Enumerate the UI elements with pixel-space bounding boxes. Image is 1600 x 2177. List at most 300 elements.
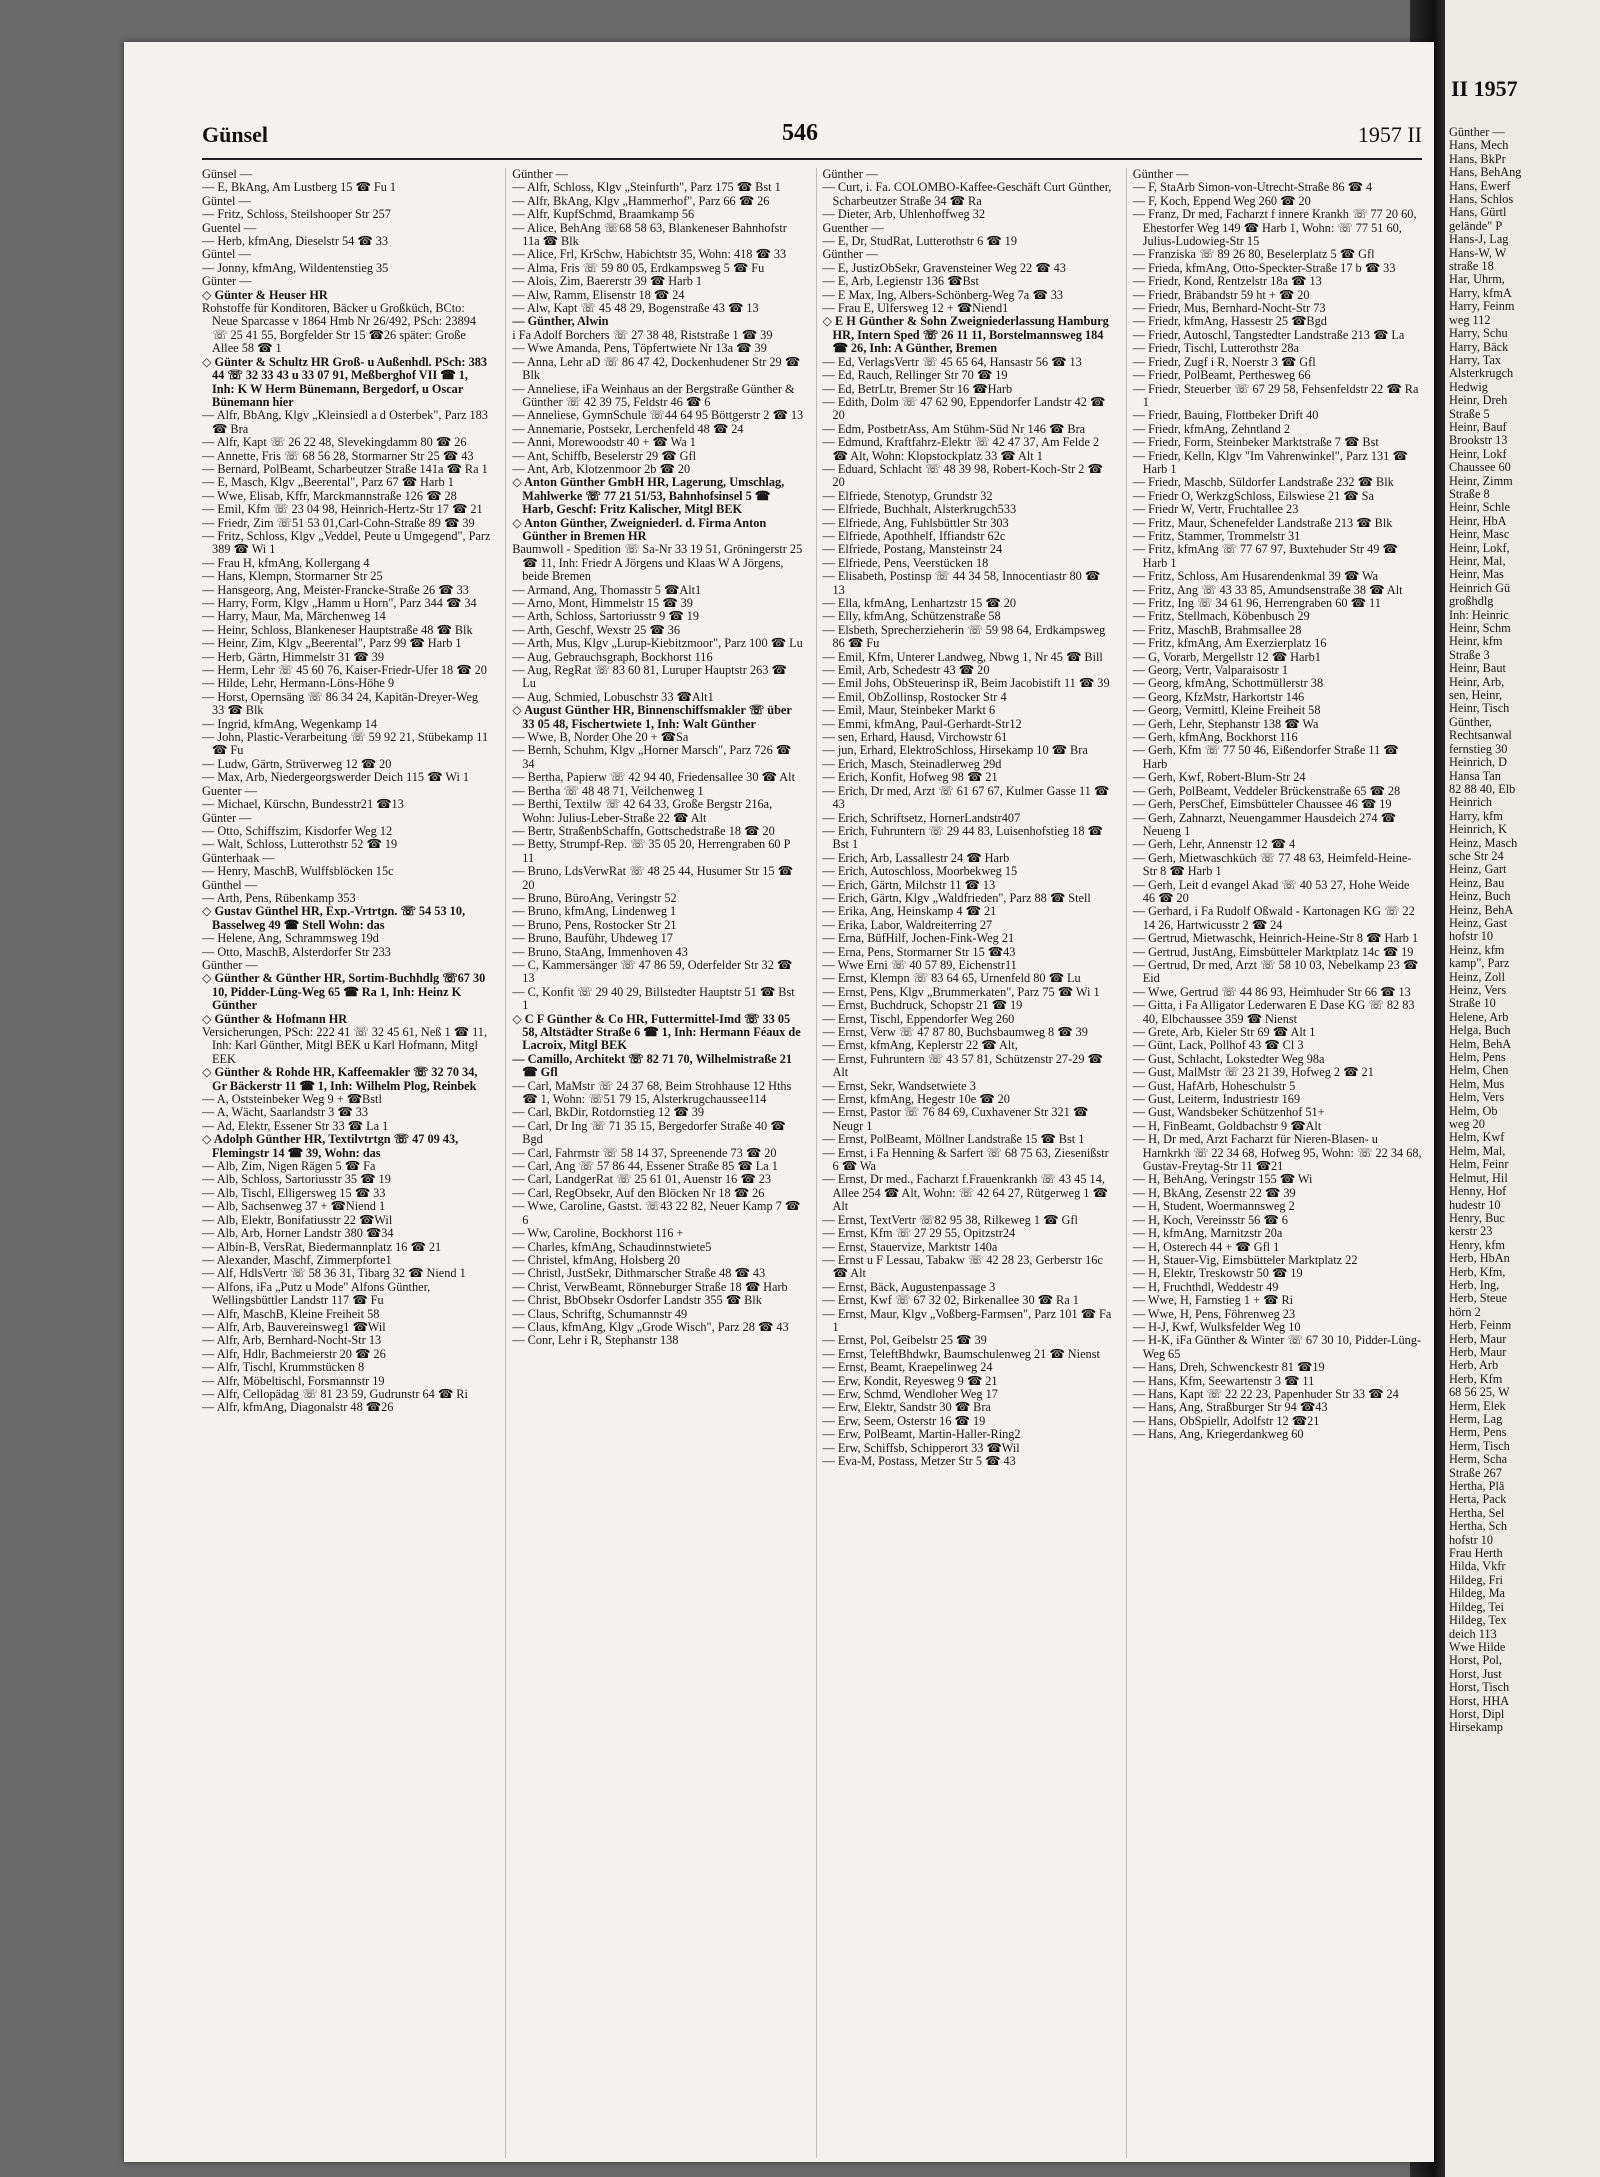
- directory-entry: — Charles, kfmAng, Schaudinnstwiete5: [512, 1239, 712, 1254]
- directory-entry: — A, Oststeinbeker Weg 9 + ☎Bstl: [202, 1092, 382, 1107]
- facing-page-line: Heinz, Masch: [1449, 835, 1518, 850]
- directory-entry: — Anneliese, GymnSchule ☏44 64 95 Böttgerstr 2 ☎ 13: [512, 408, 804, 423]
- directory-entry: — Otto, Schiffszim, Kisdorfer Weg 12: [202, 823, 393, 838]
- directory-entry: — Emmi, kfmAng, Paul-Gerhardt-Str12: [822, 716, 1022, 731]
- facing-page-line: Herb, Maur: [1449, 1344, 1507, 1359]
- directory-entry: — Hans, Kfm, Seewartenstr 3 ☎ 11: [1132, 1373, 1315, 1388]
- facing-page-line: Heinr, Zimm: [1449, 473, 1513, 488]
- directory-entry: ◇ Anton Günther GmbH HR, Lagerung, Umschlag, Mahlwerke ☏ 77 21 51/53, Bahnhofsinsel 5 ☎ Harb, Geschf: Fritz Kalischer, Mitgl BEK: [512, 475, 785, 517]
- directory-entry: — Ernst, i Fa Henning & Sarfert ☏ 68 75 63, Ziesenißstr 6 ☎ Wa: [822, 1145, 1109, 1174]
- directory-entry: — Alfr, MaschB, Kleine Freiheit 58: [202, 1306, 380, 1321]
- facing-page-line: kamp", Parz: [1449, 956, 1510, 971]
- directory-entry: Günsel —: [202, 168, 253, 181]
- directory-entry: — Ernst, Kwf ☏ 67 32 02, Birkenallee 30 ☎ Ra 1: [822, 1293, 1079, 1308]
- directory-entry: — Ernst u F Lessau, Tabakw ☏ 42 28 23, Gerberstr 16c ☎ Alt: [822, 1252, 1103, 1281]
- directory-entry: — Curt, i. Fa. COLOMBO-Kaffee-Geschäft Curt Günther, Scharbeutzer Straße 34 ☎ Ra: [822, 180, 1112, 208]
- facing-page-line: kerstr 23: [1449, 1224, 1493, 1239]
- directory-entry: — Carl, RegObsekr, Auf den Blöcken Nr 18 ☎ 26: [512, 1185, 765, 1200]
- directory-entry: — Harry, Form, Klgv „Hamm u Horn", Parz 344 ☎ 34: [202, 596, 477, 610]
- directory-entry: — Erna, BüfHilf, Jochen-Fink-Weg 21: [822, 931, 1015, 946]
- facing-page-line: Heinz, BehA: [1449, 902, 1514, 917]
- facing-page-line: Heinr, Schm: [1449, 621, 1511, 636]
- directory-entry: — Hans, Dreh, Schwenckestr 81 ☎19: [1132, 1360, 1325, 1375]
- directory-entry: ◇ Gustav Günthel HR, Exp.-Vrtrtgn. ☏ 54 53 10, Basselweg 49 ☎ Stell Wohn: das: [202, 904, 466, 932]
- directory-entry: — Erich, Gärtn, Klgv „Waldfrieden", Parz 88 ☎ Stell: [822, 890, 1091, 905]
- directory-entry: — Ernst, Klempn ☏ 83 64 65, Urnenfeld 80 ☎ Lu: [822, 971, 1081, 986]
- directory-entry: Günther —: [202, 957, 258, 972]
- directory-entry: — Berthi, Textilw ☏ 42 64 33, Große Bergstr 216a, Wohn: Julius-Leber-Straße 22 ☎ Alt: [512, 797, 773, 825]
- directory-entry: — Eva-M, Postass, Metzer Str 5 ☎ 43: [822, 1454, 1016, 1468]
- facing-page-line: Frau Herth: [1449, 1546, 1503, 1561]
- directory-entry: — Jonny, kfmAng, Wildentenstieg 35: [202, 260, 389, 275]
- directory-entry: — Bruno, LdsVerwRat ☏ 48 25 44, Husumer Str 15 ☎ 20: [512, 864, 793, 892]
- facing-page-line: Horst, Tisch: [1449, 1680, 1510, 1695]
- directory-entry: — Carl, Fahrmstr ☏ 58 14 37, Spreenende 73 ☎ 20: [512, 1145, 777, 1160]
- directory-entry: — Wwe, Elisab, Kffr, Marckmannstraße 126 ☎ 28: [202, 488, 457, 503]
- directory-entry: — Hans, ObSpiellr, Adolfstr 12 ☎21: [1132, 1413, 1320, 1428]
- directory-entry: Guentel —: [202, 220, 257, 235]
- directory-entry: — Elfriede, Buchhalt, Alsterkrugch533: [822, 502, 1017, 517]
- directory-entry: — Alfr, Cellopädag ☏ 81 23 59, Gudrunstr 64 ☎ Ri: [202, 1386, 468, 1401]
- directory-entry: — Fritz, Schloss, Steilshooper Str 257: [202, 207, 391, 222]
- directory-entry: — Georg, kfmAng, Schottmüllerstr 38: [1132, 676, 1324, 691]
- directory-entry: i Fa Adolf Borchers ☏ 27 38 48, Riststraße 1 ☎ 39: [512, 327, 773, 342]
- facing-page-line: hofstr 10: [1449, 929, 1494, 944]
- directory-entry: — Edm, PostbetrAss, Am Stühm-Süd Nr 146 ☎ Bra: [822, 421, 1086, 436]
- directory-entry: — Ernst, Tischl, Eppendorfer Weg 260: [822, 1011, 1015, 1026]
- facing-page-line: Heinr, Baut: [1449, 661, 1506, 676]
- facing-page-line: Helm, Mus: [1449, 1076, 1505, 1091]
- directory-entry: — Erich, Arb, Lassallestr 24 ☎ Harb: [822, 850, 1010, 865]
- facing-page-line: Günther —: [1449, 125, 1505, 139]
- directory-entry: — E, Masch, Klgv „Beerental", Parz 67 ☎ Harb 1: [202, 475, 454, 490]
- directory-entry: — H, Osterech 44 + ☎ Gfl 1: [1132, 1239, 1280, 1254]
- directory-entry: — Gerh, Leit d evangel Akad ☏ 40 53 27, Hohe Weide 46 ☎ 20: [1132, 877, 1410, 905]
- facing-page-line: Heinr, Masc: [1449, 527, 1510, 542]
- directory-entry: — Friedr, Maschb, Süldorfer Landstraße 232 ☎ Blk: [1132, 475, 1394, 490]
- facing-page-column: [1449, 126, 1600, 1735]
- directory-entry: ◇ E H Günther & Sohn Zweigniederlassung Hamburg HR, Intern Sped ☏ 26 11 11, Borstelmannsweg 184 ☎ 26, Inh: A Günther, Bremen: [822, 314, 1109, 356]
- facing-page-line: Alsterkrugch: [1449, 366, 1514, 381]
- facing-page-line: hudestr 10: [1449, 1197, 1501, 1212]
- directory-entry: — Alfr, Arb, Bauvereinsweg1 ☎Wil: [202, 1319, 386, 1334]
- facing-page-line: Heinz, kfm: [1449, 942, 1505, 957]
- directory-entry: ◇ Günter & Schultz HR Groß- u Außenhdl. PSch: 383 44 ☏ 32 33 43 u 33 07 91, Meßberghof VII ☎ 1, Inh: K W Herm Bünemann, Bergedorf, u Oscar Bünemann hier: [202, 354, 488, 409]
- directory-entry: — Gust, Schlacht, Lokstedter Weg 98a: [1132, 1051, 1325, 1066]
- directory-entry: ◇ Anton Günther, Zweigniederl. d. Firma Anton Günther in Bremen HR: [512, 515, 767, 543]
- directory-entry: — Emil, Kfm, Unterer Landweg, Nbwg 1, Nr 45 ☎ Bill: [822, 649, 1103, 664]
- facing-page-line: Heinz, Buch: [1449, 889, 1511, 904]
- directory-entry: — Friedr W, Vertr, Fruchtallee 23: [1132, 502, 1299, 517]
- directory-entry: — Elisabeth, Postinsp ☏ 44 34 58, Innocentiastr 80 ☎ 13: [822, 569, 1101, 597]
- directory-entry: — Ernst, Maur, Klgv „Voßberg-Farmsen", Parz 101 ☎ Fa 1: [822, 1306, 1112, 1334]
- directory-entry: — Gertrud, JustAng, Eimsbütteler Marktplatz 14c ☎ 19: [1132, 944, 1414, 959]
- directory-entry: — Elsbeth, Sprecherzieherin ☏ 59 98 64, Erdkampsweg 86 ☎ Fu: [822, 622, 1106, 651]
- directory-entry: — Ernst, PolBeamt, Möllner Landstraße 15 ☎ Bst 1: [822, 1132, 1085, 1147]
- directory-columns: [202, 168, 1424, 2158]
- directory-entry: — Alois, Zim, Baererstr 39 ☎ Harb 1: [512, 274, 703, 289]
- directory-entry: — Friedr, Form, Steinbeker Marktstraße 7 ☎ Bst: [1132, 435, 1379, 450]
- directory-entry: — Eduard, Schlacht ☏ 48 39 98, Robert-Koch-Str 2 ☎ 20: [822, 461, 1103, 490]
- directory-entry: — H, kfmAng, Marnitzstr 20a: [1132, 1226, 1283, 1241]
- facing-page-line: Helm, Ob: [1449, 1103, 1498, 1118]
- facing-page-line: Hansa Tan: [1449, 768, 1501, 783]
- directory-entry: — Friedr, Autoschl, Tangstedter Landstraße 213 ☎ La: [1132, 327, 1405, 342]
- facing-page-line: Helm, Kwf: [1449, 1130, 1505, 1145]
- directory-entry: — Friedr, kfmAng, Zehntland 2: [1132, 421, 1291, 436]
- directory-entry: — Alice, Frl, KrSchw, Habichtstr 35, Wohn: 418 ☎ 33: [512, 247, 787, 262]
- facing-page-line: Henry, Buc: [1449, 1210, 1505, 1225]
- directory-entry: — Gerh, Mietwaschküch ☏ 77 48 63, Heimfeld-Heine-Str 8 ☎ Harb 1: [1132, 850, 1412, 879]
- facing-page-line: Inh: Heinric: [1449, 607, 1509, 622]
- directory-entry: — Gerh, Lehr, Stephanstr 138 ☎ Wa: [1132, 716, 1319, 731]
- directory-entry: — Otto, MaschB, Alsterdorfer Str 233: [202, 944, 391, 959]
- directory-entry: ◇ C F Günther & Co HR, Futtermittel-Imd ☏ 33 05 58, Altstädter Straße 6 ☎ 1, Inh: Hermann Féaux de Lacroix, Mitgl BEK: [512, 1011, 801, 1053]
- directory-entry: — G, Vorarb, Mergellstr 12 ☎ Harb1: [1132, 649, 1321, 664]
- directory-entry: — John, Plastic-Verarbeitung ☏ 59 92 21, Stübekamp 11 ☎ Fu: [202, 730, 489, 758]
- directory-entry: — Herb, Gärtn, Himmelstr 31 ☎ 39: [202, 649, 384, 664]
- directory-entry: — Friedr, Mus, Bernhard-Nocht-Str 73: [1132, 301, 1326, 316]
- directory-entry: — Frau E, Ulfersweg 12 + ☎Niend1: [822, 301, 1009, 316]
- directory-entry: — Friedr, Bauing, Flottbeker Drift 40: [1132, 408, 1319, 423]
- directory-entry: — Alexander, Maschf, Zimmerpforte1: [202, 1252, 392, 1267]
- directory-entry: — Alw, Ramm, Elisenstr 18 ☎ 24: [512, 287, 685, 302]
- directory-entry: — Alfr, Hdlr, Bachmeierstr 20 ☎ 26: [202, 1346, 386, 1361]
- facing-page-line: Horst, HHA: [1449, 1693, 1510, 1708]
- facing-page: [1445, 0, 1600, 2177]
- facing-page-line: gelände" P: [1449, 218, 1503, 233]
- facing-page-line: Heinz, Zoll: [1449, 969, 1506, 984]
- facing-page-line: Straße 5: [1449, 406, 1490, 421]
- directory-entry: — Alfr, Möbeltischl, Forsmannstr 19: [202, 1373, 385, 1388]
- facing-page-line: Herm, Pens: [1449, 1425, 1507, 1440]
- directory-entry: — Ernst, TeleftBhdwkr, Baumschulenweg 21 ☎ Nienst: [822, 1346, 1100, 1361]
- directory-entry: — Gust, MalMstr ☏ 23 21 39, Hofweg 2 ☎ 21: [1132, 1065, 1374, 1080]
- facing-page-line: Heinr, HbA: [1449, 513, 1507, 528]
- facing-page-line: Heinr, Dreh: [1449, 393, 1508, 408]
- directory-entry: — Elfriede, Ang, Fuhlsbüttler Str 303: [822, 515, 1009, 530]
- directory-entry: Günther —: [512, 168, 568, 181]
- directory-entry: — Fritz, Schloss, Am Husarendenkmal 39 ☎ Wa: [1132, 569, 1379, 584]
- directory-entry: — Erika, Labor, Waldreiterring 27: [822, 917, 993, 932]
- directory-entry: — Hilde, Lehr, Hermann-Löns-Höhe 9: [202, 676, 395, 691]
- facing-page-line: Herb, Ing,: [1449, 1277, 1500, 1292]
- directory-column-2: [505, 168, 803, 2158]
- facing-page-line: Brookstr 13: [1449, 433, 1508, 448]
- facing-page-line: Harry, Tax: [1449, 352, 1502, 367]
- directory-entry: ◇ Günter & Heuser HR: [202, 287, 328, 302]
- directory-entry: — H, BkAng, Zesenstr 22 ☎ 39: [1132, 1185, 1296, 1200]
- directory-entry: — Alfons, iFa „Putz u Mode" Alfons Günther, Wellingsbüttler Landstr 117 ☎ Fu: [202, 1279, 431, 1308]
- facing-page-line: Heinz, Vers: [1449, 983, 1507, 997]
- directory-entry: — Gerh, Kwf, Robert-Blum-Str 24: [1132, 770, 1306, 785]
- directory-entry: — Erich, Autoschloss, Moorbekweg 15: [822, 864, 1018, 879]
- directory-entry: — Alfr, BbAng, Klgv „Kleinsiedl a d Osterbek", Parz 183 ☎ Bra: [202, 408, 488, 436]
- directory-entry: — Aug, RegRat ☏ 83 60 81, Luruper Hauptstr 263 ☎ Lu: [512, 663, 787, 691]
- directory-entry: — Annette, Fris ☏ 68 56 28, Stormarner Str 25 ☎ 43: [202, 448, 474, 463]
- directory-entry: — Bruno, kfmAng, Lindenweg 1: [512, 904, 677, 919]
- facing-page-line: Straße 3: [1449, 647, 1490, 662]
- directory-entry: — Erika, Ang, Heinskamp 4 ☎ 21: [822, 904, 997, 919]
- directory-entry: — Arth, Mus, Klgv „Lurup-Kiebitzmoor", Parz 100 ☎ Lu: [512, 636, 803, 651]
- page-number: 546: [782, 120, 818, 146]
- directory-entry: — Frieda, kfmAng, Otto-Speckter-Straße 17 b ☎ 33: [1132, 260, 1396, 275]
- directory-entry: — Gertrud, Mietwaschk, Heinrich-Heine-Str 8 ☎ Harb 1: [1132, 931, 1419, 946]
- directory-entry: — Erich, Fuhruntern ☏ 29 44 83, Luisenhofstieg 18 ☎ Bst 1: [822, 823, 1103, 852]
- directory-entry: — Alfr, Arb, Bernhard-Nocht-Str 13: [202, 1333, 382, 1348]
- directory-entry: — Bertha, Papierw ☏ 42 94 40, Friedensallee 30 ☎ Alt: [512, 770, 795, 785]
- facing-page-line: deich 113: [1449, 1626, 1497, 1641]
- directory-entry: — Fritz, MaschB, Brahmsallee 28: [1132, 622, 1302, 637]
- facing-page-line: Harry, Feinm: [1449, 299, 1515, 314]
- directory-entry: — Carl, Ang ☏ 57 86 44, Essener Straße 85 ☎ La 1: [512, 1159, 778, 1174]
- directory-entry: — Erna, Pens, Stormarner Str 15 ☎43: [822, 944, 1016, 959]
- directory-entry: — Max, Arb, Niedergeorgswerder Deich 115 ☎ Wi 1: [202, 770, 470, 785]
- facing-page-line: Günther,: [1449, 714, 1492, 729]
- directory-entry: — Erw, Elektr, Sandstr 30 ☎ Bra: [822, 1400, 991, 1415]
- directory-entry: — E, Arb, Legienstr 136 ☎Bst: [822, 274, 979, 289]
- directory-entry: — C, Konfit ☏ 29 40 29, Billstedter Hauptstr 51 ☎ Bst 1: [512, 984, 795, 1013]
- directory-entry: — Harry, Maur, Ma, Märchenweg 14: [202, 609, 386, 624]
- facing-page-line: Herb, Kfm,: [1449, 1264, 1506, 1279]
- facing-page-line: Helm, Feinr: [1449, 1157, 1509, 1172]
- facing-page-line: Hans, BehAng: [1449, 165, 1522, 180]
- directory-entry: ◇ Günther & Hofmann HR: [202, 1011, 348, 1026]
- facing-page-line: sche Str 24: [1449, 848, 1504, 863]
- directory-entry: — Gerh, PersChef, Eimsbütteler Chaussee 46 ☎ 19: [1132, 797, 1392, 812]
- directory-entry: — Bertha ☏ 48 48 71, Veilchenweg 1: [512, 783, 704, 798]
- facing-page-line: 68 56 25, W: [1449, 1385, 1510, 1400]
- directory-entry: — Alb, Elektr, Bonifatiusstr 22 ☎Wil: [202, 1212, 393, 1227]
- facing-page-line: Herm, Elek: [1449, 1398, 1506, 1413]
- directory-entry: — Friedr, Steuerber ☏ 67 29 58, Fehsenfeldstr 22 ☎ Ra 1: [1132, 381, 1419, 409]
- directory-entry: — Alb, Arb, Horner Landstr 380 ☎34: [202, 1226, 394, 1241]
- facing-page-line: Heinr, Tisch: [1449, 701, 1510, 716]
- directory-entry: — Ww, Caroline, Bockhorst 116 +: [512, 1226, 684, 1241]
- directory-entry: — Ed, Rauch, Rellinger Str 70 ☎ 19: [822, 368, 1008, 383]
- facing-page-line: straße 18: [1449, 259, 1494, 274]
- directory-entry: — Ernst, kfmAng, Hegestr 10e ☎ 20: [822, 1092, 1010, 1107]
- directory-column-4: [1126, 168, 1424, 2158]
- directory-entry: — E, Dr, StudRat, Lutterothstr 6 ☎ 19: [822, 234, 1017, 249]
- directory-entry: — Arth, Geschf, Wexstr 25 ☎ 36: [512, 622, 681, 637]
- facing-page-line: Herm, Tisch: [1449, 1438, 1510, 1453]
- directory-entry: — Ernst, Pens, Klgv „Brummerkaten", Parz 75 ☎ Wi 1: [822, 984, 1100, 999]
- directory-entry: — Heinr, Schloss, Blankeneser Hauptstraße 48 ☎ Blk: [202, 622, 473, 637]
- directory-entry: — Fritz, kfmAng, Am Exerzierplatz 16: [1132, 636, 1327, 651]
- directory-entry: — Günther, Alwin: [512, 314, 609, 329]
- directory-entry: — F, StaArb Simon-von-Utrecht-Straße 86 ☎ 4: [1132, 180, 1373, 195]
- directory-entry: — Ed, VerlagsVertr ☏ 45 65 64, Hansastr 56 ☎ 13: [822, 354, 1082, 369]
- directory-entry: — Anni, Morewoodstr 40 + ☎ Wa 1: [512, 435, 696, 450]
- directory-page: [124, 42, 1434, 2162]
- directory-entry: — Erw, Schiffsb, Schipperort 33 ☎Wil: [822, 1440, 1020, 1455]
- directory-entry: — Gertrud, Dr med, Arzt ☏ 58 10 03, Nebelkamp 23 ☎ Eid: [1132, 957, 1419, 986]
- directory-entry: — Michael, Kürschn, Bundesstr21 ☎13: [202, 797, 404, 812]
- page-header: [202, 118, 1422, 160]
- directory-entry: — Georg, Vermittl, Kleine Freiheit 58: [1132, 703, 1321, 718]
- facing-page-line: Straße 267: [1449, 1465, 1502, 1480]
- directory-entry: — jun, Erhard, ElektroSchloss, Hirsekamp 10 ☎ Bra: [822, 743, 1088, 758]
- directory-entry: — Wwe, Gertrud ☏ 44 86 93, Heimhuder Str 66 ☎ 13: [1132, 984, 1411, 999]
- facing-page-line: Herm, Scha: [1449, 1452, 1508, 1467]
- directory-entry: — Alb, Tischl, Elligersweg 15 ☎ 33: [202, 1185, 386, 1200]
- directory-entry: — Ludw, Gärtn, Strüverweg 12 ☎ 20: [202, 756, 392, 771]
- facing-page-line: Heinr, Mas: [1449, 567, 1504, 582]
- directory-entry: ◇ Günther & Günther HR, Sortim-Buchhdlg ☏67 30 10, Pidder-Lüng-Weg 65 ☎ Ra 1, Inh: Heinz K Günther: [202, 971, 486, 1013]
- facing-page-line: Helene, Arb: [1449, 1009, 1509, 1024]
- facing-page-line: Heinz, Bau: [1449, 875, 1505, 890]
- directory-entry: — Edith, Dolm ☏ 47 62 90, Eppendorfer Landstr 42 ☎ 20: [822, 394, 1106, 423]
- directory-entry: — Friedr O, WerkzgSchloss, Eilswiese 21 ☎ Sa: [1132, 488, 1374, 503]
- directory-entry: — Friedr, kfmAng, Hassestr 25 ☎Bgd: [1132, 314, 1327, 329]
- directory-entry: Günther —: [822, 247, 879, 262]
- facing-page-line: Herb, Arb: [1449, 1358, 1499, 1373]
- directory-entry: — Fritz, Ang ☏ 43 33 85, Amundsenstraße 38 ☎ Alt: [1132, 582, 1403, 597]
- directory-entry: — Fritz, Stellmach, Köbenbusch 29: [1132, 609, 1310, 624]
- facing-page-line: Harry, kfmA: [1449, 285, 1512, 300]
- directory-entry: — Wwe, Caroline, Gastst. ☏43 22 82, Neuer Kamp 7 ☎ 6: [512, 1199, 801, 1227]
- directory-entry: — Ingrid, kfmAng, Wegenkamp 14: [202, 716, 378, 731]
- facing-page-line: Heinz, Gart: [1449, 862, 1507, 877]
- directory-entry: — Bertr, StraßenbSchaffn, Gottschedstraße 18 ☎ 20: [512, 823, 775, 838]
- directory-entry: Baumwoll - Spedition ☏ Sa-Nr 33 19 51, Gröningerstr 25 ☎ 11, Inh: Friedr A Jörgens und Klaas W A Jörgens, beide Bremen: [512, 542, 803, 584]
- directory-entry: — Horst, Opernsäng ☏ 86 34 24, Kapitän-Dreyer-Weg 33 ☎ Blk: [202, 689, 479, 718]
- facing-page-line: Hirsekamp: [1449, 1720, 1503, 1735]
- facing-page-line: Hildeg, Tex: [1449, 1613, 1507, 1628]
- directory-entry: — Ant, Arb, Klotzenmoor 2b ☎ 20: [512, 461, 691, 476]
- directory-entry: — Camillo, Architekt ☏ 82 71 70, Wilhelmistraße 21 ☎ Gfl: [512, 1051, 793, 1080]
- directory-entry: — Elfriede, Apothhelf, Iffiandstr 62c: [822, 528, 1006, 543]
- header-year: 1957 II: [1357, 122, 1422, 147]
- directory-entry: — Wwe Erni ☏ 40 57 89, Eichenstr11: [822, 957, 1017, 972]
- facing-page-line: Heinrich, D: [1449, 755, 1508, 770]
- directory-entry: — Bruno, Bauführ, Uhdeweg 17: [512, 931, 673, 946]
- facing-page-line: Herb, Feinm: [1449, 1318, 1512, 1333]
- directory-entry: — Friedr, Kelln, Klgv "Im Vahrenwinkel", Parz 131 ☎ Harb 1: [1132, 448, 1408, 476]
- facing-page-header: II 1957: [1451, 76, 1518, 101]
- directory-entry: — Georg, Vertr, Valparaisostr 1: [1132, 663, 1288, 678]
- facing-page-line: Straße 10: [1449, 996, 1496, 1011]
- directory-entry: — Claus, kfmAng, Klgv „Grode Wisch", Parz 28 ☎ 43: [512, 1319, 789, 1334]
- directory-entry: — Carl, BkDir, Rotdornstieg 12 ☎ 39: [512, 1105, 705, 1120]
- directory-entry: — Herb, kfmAng, Dieselstr 54 ☎ 33: [202, 234, 389, 249]
- directory-entry: — Ernst, kfmAng, Keplerstr 22 ☎ Alt,: [822, 1038, 1018, 1053]
- facing-page-line: Henny, Hof: [1449, 1184, 1507, 1199]
- directory-entry: — Elfriede, Stenotyp, Grundstr 32: [822, 488, 993, 503]
- directory-entry: — Betty, Strumpf-Rep. ☏ 35 05 20, Herrengraben 60 P 11: [512, 837, 791, 865]
- facing-page-line: Helm, Mal,: [1449, 1143, 1506, 1158]
- directory-entry: — Fritz, kfmAng ☏ 77 67 97, Buxtehuder Str 49 ☎ Harb 1: [1132, 542, 1398, 570]
- directory-entry: — Bruno, BüroAng, Veringstr 52: [512, 890, 677, 905]
- directory-entry: — Alf, HdlsVertr ☏ 58 36 31, Tibarg 32 ☎ Niend 1: [202, 1266, 466, 1281]
- directory-entry: — Ernst, Pol, Geibelstr 25 ☎ 39: [822, 1333, 987, 1348]
- facing-page-line: Herb, HbAn: [1449, 1251, 1510, 1266]
- directory-entry: — sen, Erhard, Hausd, Virchowstr 61: [822, 730, 1008, 745]
- header-keyword: Günsel: [202, 122, 269, 147]
- directory-entry: — Albin-B, VersRat, Biedermannplatz 16 ☎ 21: [202, 1239, 442, 1254]
- directory-entry: — Günt, Lack, Pollhof 43 ☎ Cl 3: [1132, 1038, 1304, 1053]
- directory-entry: — Alfr, BkAng, Klgv „Hammerhof", Parz 66 ☎ 26: [512, 193, 770, 208]
- directory-column-3: [816, 168, 1114, 2158]
- directory-entry: Günter —: [202, 274, 252, 289]
- facing-page-line: hofstr 10: [1449, 1532, 1494, 1547]
- directory-entry: — Ernst, Fuhruntern ☏ 43 57 81, Schützenstr 27-29 ☎ Alt: [822, 1051, 1103, 1080]
- directory-entry: — Conr, Lehr i R, Stephanstr 138: [512, 1333, 679, 1348]
- directory-entry: Günter —: [202, 810, 252, 825]
- directory-entry: — E, BkAng, Am Lustberg 15 ☎ Fu 1: [202, 180, 397, 195]
- directory-entry: — Hans, Kapt ☏ 22 22 23, Papenhuder Str 33 ☎ 24: [1132, 1386, 1399, 1401]
- directory-entry: — Ernst, Kfm ☏ 27 29 55, Opitzstr24: [822, 1226, 1016, 1241]
- directory-entry: Guenther —: [822, 220, 884, 235]
- directory-entry: — Erich, Konfit, Hofweg 98 ☎ 21: [822, 770, 998, 785]
- directory-entry: — Ernst, Beamt, Kraepelinweg 24: [822, 1360, 993, 1375]
- directory-entry: — Carl, Dr Ing ☏ 71 35 15, Bergedorfer Straße 40 ☎ Bgd: [512, 1118, 786, 1147]
- facing-page-line: Hildeg, Ma: [1449, 1586, 1506, 1601]
- directory-entry: — Fritz, Stammer, Trommelstr 31: [1132, 528, 1301, 543]
- directory-entry: — H, Stauer-Vig, Eimsbütteler Marktplatz 22: [1132, 1252, 1358, 1267]
- directory-entry: — Elly, kfmAng, Schützenstraße 58: [822, 609, 1001, 624]
- facing-page-line: Harry, Bäck: [1449, 339, 1509, 354]
- directory-entry: — Wwe, B, Norder Ohe 20 + ☎Sa: [512, 730, 689, 745]
- facing-page-line: Har, Uhrm,: [1449, 272, 1505, 287]
- directory-entry: — Fritz, Maur, Schenefelder Landstraße 213 ☎ Blk: [1132, 515, 1393, 530]
- directory-entry: — Helene, Ang, Schrammsweg 19d: [202, 931, 379, 946]
- directory-entry: — Alfr, Tischl, Krummstücken 8: [202, 1360, 365, 1375]
- directory-entry: — Friedr, Tischl, Lutterothstr 28a: [1132, 341, 1299, 356]
- facing-page-line: Heinr, Lokf,: [1449, 540, 1510, 555]
- facing-page-line: weg 20: [1449, 1117, 1485, 1132]
- directory-entry: Versicherungen, PSch: 222 41 ☏ 32 45 61, Neß 1 ☎ 11, Inh: Karl Günther, Mitgl BEK u Karl Hofmann, Mitgl EEK: [202, 1025, 488, 1066]
- facing-page-line: Heinr, Lokf: [1449, 446, 1507, 461]
- directory-entry: — Emil Johs, ObSteuerinsp iR, Beim Jacobistift 11 ☎ 39: [822, 676, 1110, 691]
- facing-page-line: Heinrich: [1449, 795, 1493, 810]
- facing-page-line: Henry, kfm: [1449, 1237, 1505, 1252]
- facing-page-line: Horst, Dipl: [1449, 1706, 1505, 1721]
- directory-entry: — Alma, Fris ☏ 59 80 05, Erdkampsweg 5 ☎ Fu: [512, 260, 765, 275]
- facing-page-line: Hans, Ewerf: [1449, 178, 1511, 193]
- directory-entry: — Ernst, Verw ☏ 47 87 80, Buchsbaumweg 8 ☎ 39: [822, 1025, 1088, 1039]
- directory-entry: — Alw, Kapt ☏ 45 48 29, Bogenstraße 43 ☎ 13: [512, 301, 759, 316]
- directory-entry: — Ernst, Bäck, Augustenpassage 3: [822, 1279, 996, 1294]
- directory-entry: — Alb, Schloss, Sartoriusstr 35 ☎ 19: [202, 1172, 391, 1187]
- facing-page-line: Wwe Hilde: [1449, 1639, 1506, 1654]
- directory-entry: — Erw, Kondit, Reyesweg 9 ☎ 21: [822, 1373, 998, 1388]
- directory-entry: — H, Dr med, Arzt Facharzt für Nieren-Blasen- u Harnkrkh ☏ 22 34 68, Hofweg 95, Wohn: ☏ 22 34 68, Gustav-Freytag-Str 11 ☎21: [1132, 1132, 1422, 1174]
- facing-page-line: Helm, BehA: [1449, 1036, 1512, 1051]
- directory-entry: — H, Koch, Vereinsstr 56 ☎ 6: [1132, 1212, 1288, 1227]
- directory-entry: — Georg, KfzMstr, Harkortstr 146: [1132, 689, 1305, 704]
- directory-entry: — Friedr, Kond, Rentzelstr 18a ☎ 13: [1132, 274, 1322, 289]
- directory-entry: — Emil, Kfm ☏ 23 04 98, Heinrich-Hertz-Str 17 ☎ 21: [202, 502, 483, 517]
- facing-page-line: hörn 2: [1449, 1304, 1481, 1319]
- directory-entry: — Heinr, Zim, Klgv „Beerental", Parz 99 ☎ Harb 1: [202, 636, 462, 651]
- directory-entry: — Armand, Ang, Thomasstr 5 ☎Alt1: [512, 582, 702, 597]
- directory-entry: — Gerh, Kfm ☏ 77 50 46, Eißendorfer Straße 11 ☎ Harb: [1132, 743, 1399, 771]
- facing-page-line: Helm, Pens: [1449, 1050, 1506, 1065]
- directory-entry: — Aug, Schmied, Lobuschstr 33 ☎Alt1: [512, 689, 714, 704]
- facing-page-line: Helga, Buch: [1449, 1023, 1511, 1038]
- directory-entry: — Claus, Schriftg, Schumannstr 49: [512, 1306, 688, 1321]
- directory-entry: Guenter —: [202, 783, 257, 798]
- directory-entry: — Friedr, Zim ☏51 53 01,Carl-Cohn-Straße 89 ☎ 39: [202, 515, 475, 530]
- directory-entry: — Gitta, i Fa Alligator Lederwaren E Dase KG ☏ 82 83 40, Elbchaussee 359 ☎ Nienst: [1132, 998, 1415, 1026]
- directory-entry: ◇ Adolph Günther HR, Textilvtrtgn ☏ 47 09 43, Flemingstr 14 ☎ 39, Wohn: das: [202, 1132, 459, 1160]
- directory-entry: — Erich, Gärtn, Milchstr 11 ☎ 13: [822, 877, 996, 892]
- directory-entry: — F, Koch, Eppend Weg 260 ☎ 20: [1132, 193, 1311, 208]
- facing-page-line: weg 112: [1449, 312, 1491, 327]
- facing-page-line: Herb, Steue: [1449, 1291, 1508, 1306]
